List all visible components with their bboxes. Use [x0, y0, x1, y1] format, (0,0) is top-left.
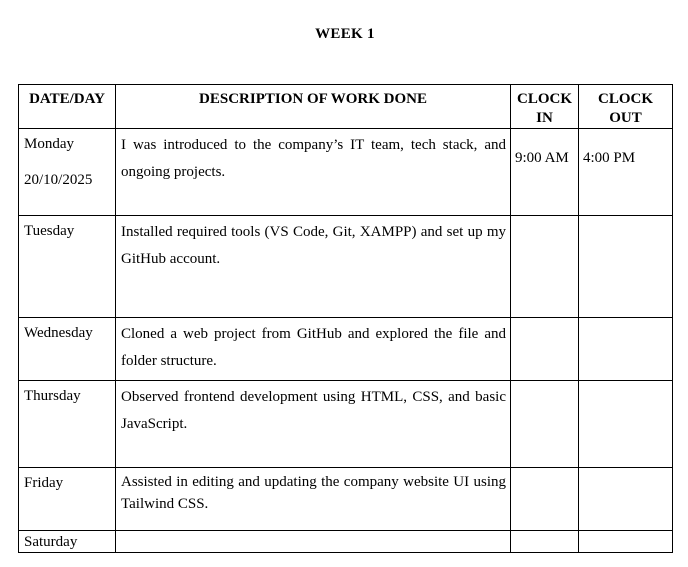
- clock-in-cell: [511, 381, 579, 468]
- page-title: WEEK 1: [315, 26, 375, 42]
- table-row-friday: [19, 468, 673, 531]
- clock-in-cell: [511, 318, 579, 381]
- description-cell: Cloned a web project from GitHub and explored the file and folder structure.: [116, 318, 511, 381]
- day-label: Saturday: [24, 534, 78, 550]
- table-row-tuesday: [19, 216, 673, 318]
- clock-out-cell: [579, 468, 673, 531]
- column-header-description: DESCRIPTION OF WORK DONE: [116, 85, 511, 129]
- table-row-thursday: [19, 381, 673, 468]
- table-row-wednesday: [19, 318, 673, 381]
- description-cell: Installed required tools (VS Code, Git, XAMPP) and set up my GitHub account.: [116, 216, 511, 318]
- clock-out-cell: [579, 216, 673, 318]
- date-label: 20/10/2025: [24, 172, 93, 188]
- day-label: Monday: [24, 136, 74, 152]
- day-cell: [19, 129, 116, 216]
- column-header-clock-in: CLOCK IN: [511, 85, 579, 129]
- day-label: Thursday: [24, 388, 81, 404]
- table-row-monday: [19, 129, 673, 216]
- clock-out-cell: [579, 381, 673, 468]
- table-header-row: [19, 85, 673, 129]
- day-cell: [19, 216, 116, 318]
- description-cell: Assisted in editing and updating the company website UI using Tailwind CSS.: [116, 468, 511, 531]
- column-header-clock-out: CLOCK OUT: [579, 85, 673, 129]
- description-cell: [116, 531, 511, 553]
- day-cell: [19, 318, 116, 381]
- clock-in-cell: [511, 468, 579, 531]
- clock-in-cell: [511, 531, 579, 553]
- clock-out-cell: [579, 318, 673, 381]
- clock-in-cell: [511, 216, 579, 318]
- clock-out-cell: 4:00 PM: [579, 129, 673, 216]
- day-cell: [19, 381, 116, 468]
- table-row-saturday: [19, 531, 673, 553]
- day-label: Friday: [24, 475, 64, 491]
- week-log-table: [18, 84, 673, 553]
- description-cell: Observed frontend development using HTML, CSS, and basic JavaScript.: [116, 381, 511, 468]
- day-label: Tuesday: [24, 223, 75, 239]
- day-label: Wednesday: [24, 325, 93, 341]
- day-cell: [19, 531, 116, 553]
- day-cell: [19, 468, 116, 531]
- clock-in-cell: 9:00 AM: [511, 129, 579, 216]
- description-cell: I was introduced to the company’s IT team, tech stack, and ongoing projects.: [116, 129, 511, 216]
- column-header-date-day: DATE/DAY: [19, 85, 116, 129]
- clock-out-cell: [579, 531, 673, 553]
